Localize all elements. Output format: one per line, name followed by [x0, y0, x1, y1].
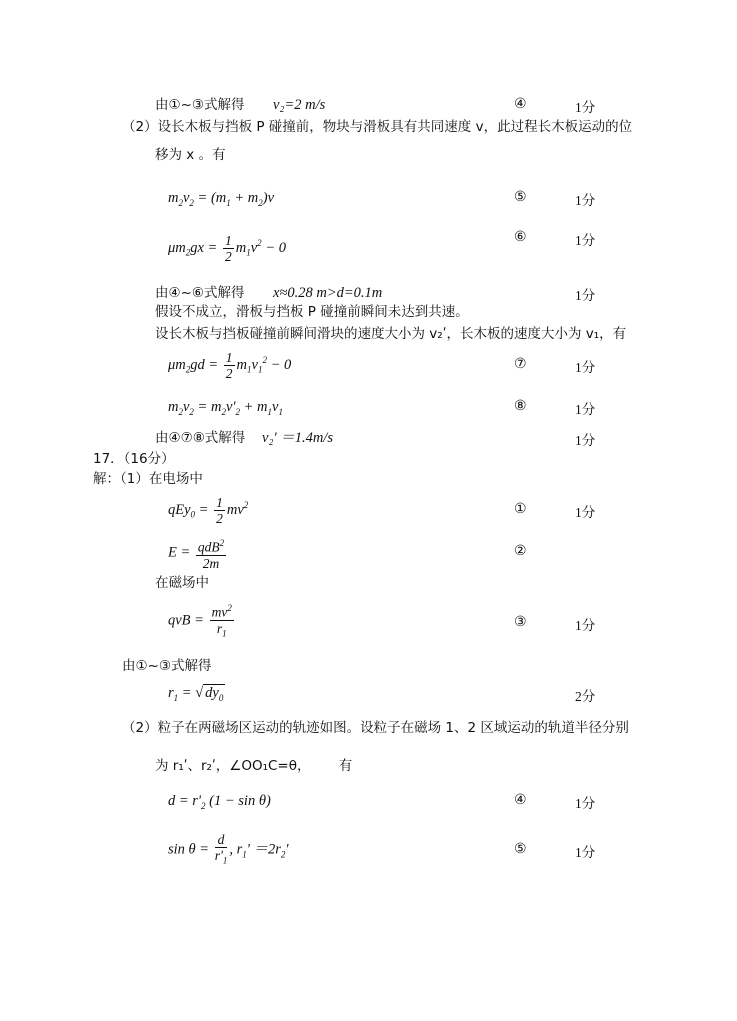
- result-eq: x≈0.28 m>d=0.1m: [273, 285, 383, 301]
- eq-number: ①: [514, 501, 527, 517]
- equation-energy: $\mu m_2gx$ = $\frac{1}{2}$ $m_1v^2 - 0$: [168, 233, 286, 264]
- equation-E: E = $\frac{qdB^2}{2m}$: [168, 538, 225, 571]
- eq-number: ⑤: [514, 841, 527, 857]
- eq-number: ⑥: [514, 229, 527, 245]
- score: 1分: [575, 288, 596, 303]
- paragraph-line: 移为 x 。有: [155, 147, 226, 163]
- text: 为 r₁ʹ、r₂ʹ，∠OO₁C=θ，: [155, 758, 311, 774]
- paragraph-line: 在磁场中: [155, 575, 209, 591]
- solution-line: 由④⑦⑧式解得: [155, 430, 246, 446]
- result-eq: v₂ʹ ＝1.4m/s: [262, 430, 333, 446]
- equation-momentum: $m_2v_2 = (m_1 + m_2)v$: [168, 190, 275, 208]
- score: 1分: [575, 402, 596, 417]
- solution-line: 由①~③式解得: [122, 658, 212, 674]
- score: 1分: [575, 100, 596, 115]
- paragraph-line: [155, 757, 352, 775]
- equation-d: d = rʹ$_2$ (1 − sin θ): [168, 793, 271, 811]
- result-eq: v₂=2 m/s: [273, 97, 326, 113]
- eq-number: ⑤: [514, 189, 527, 205]
- question-header: 17．（16分）: [93, 451, 175, 467]
- eq-number: ④: [514, 792, 527, 808]
- paragraph-line: 解：（1）在电场中: [93, 471, 203, 487]
- score: 1分: [575, 360, 596, 375]
- text: 有: [338, 758, 353, 774]
- score: 1分: [575, 433, 596, 448]
- score: 1分: [575, 233, 596, 248]
- eq-number: ②: [514, 543, 527, 559]
- eq-number: ③: [514, 614, 527, 630]
- solution-line: 由④~⑥式解得: [155, 285, 245, 301]
- equation-magnetic: qvB = $\frac{mv^2}{r_1}$: [168, 603, 232, 639]
- score: 2分: [575, 689, 596, 704]
- score: 1分: [575, 505, 596, 520]
- score: 1分: [575, 193, 596, 208]
- solution-line: [155, 96, 245, 114]
- equation-energy-2: $\mu m_2gd$ = $\frac{1}{2}$ $m_1v_1^2 - 0$: [168, 350, 292, 381]
- text: 由①~③式解得: [155, 97, 245, 113]
- equation-sin: sin θ = $\frac{d}{rʹ_1}$ , $r_1ʹ$ $=2r_2ʹ$: [168, 832, 289, 866]
- equation-r1: $r_1$ = √ $dy_0$: [168, 685, 224, 703]
- score: 1分: [575, 618, 596, 633]
- paragraph-line: （2）粒子在两磁场区运动的轨迹如图。设粒子在磁场 1、2 区域运动的轨道半径分别: [122, 720, 629, 736]
- score: 1分: [575, 845, 596, 860]
- paragraph-line: （2）设长木板与挡板 P 碰撞前，物块与滑板具有共同速度 v，此过程长木板运动的位: [122, 119, 633, 135]
- eq-number: ⑧: [514, 398, 527, 414]
- equation-momentum-2: $m_2v_2$ = $m_2vʹ_2 + m_1v_1$: [168, 399, 283, 417]
- equation-field: qEy$_0$ = $\frac{1}{2}$ $mv^2$: [168, 495, 249, 526]
- paragraph-line: 设长木板与挡板碰撞前瞬间滑块的速度大小为 v₂ʹ，长木板的速度大小为 v₁，有: [155, 326, 627, 342]
- eq-number: ⑦: [514, 356, 527, 372]
- score: 1分: [575, 796, 596, 811]
- paragraph-line: 假设不成立，滑板与挡板 P 碰撞前瞬间未达到共速。: [155, 304, 469, 320]
- eq-number: ④: [514, 96, 527, 112]
